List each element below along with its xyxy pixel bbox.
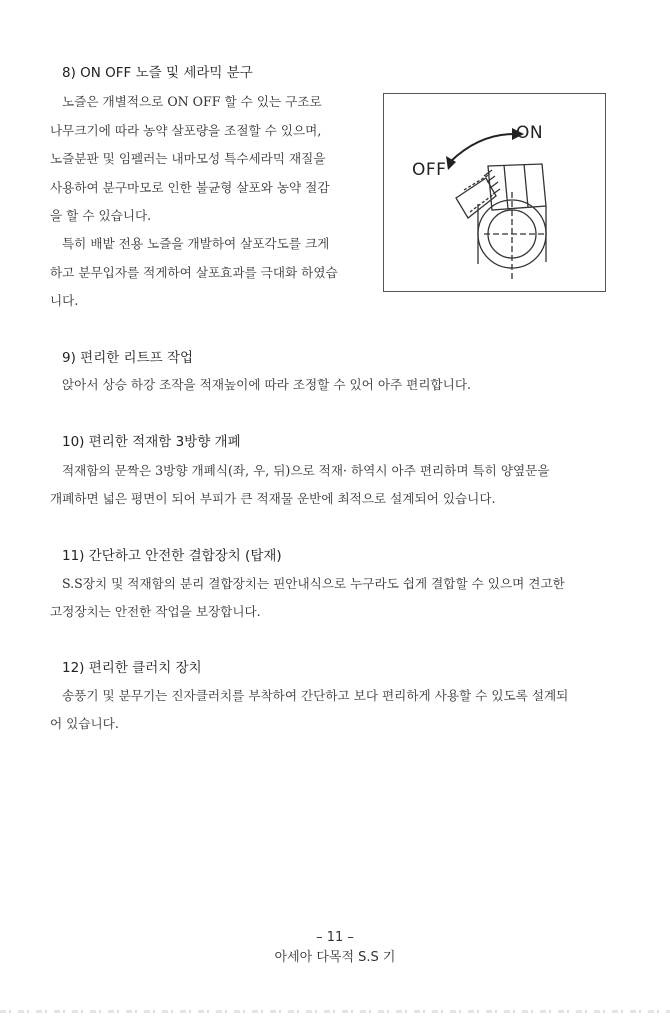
section-8-line-5: 을 할 수 있습니다. [50,208,152,223]
nozzle-figure [383,93,606,292]
section-8-line-2: 나무크기에 따라 농약 살포량을 조절할 수 있으며, [50,123,322,138]
page-number: – 11 – [316,930,354,945]
section-9-heading: 9) 편리한 리트프 작업 [62,350,194,366]
section-8-line-8: 니다. [50,293,79,308]
section-8-line-6: 특히 배밭 전용 노즐을 개발하여 살포각도를 크게 [62,236,330,251]
section-8-line-7: 하고 분무입자를 적게하여 살포효과를 극대화 하였습 [50,265,338,280]
section-8-heading: 8) ON OFF 노즐 및 세라믹 분구 [62,65,253,81]
on-label: ON [516,123,544,143]
scan-artifact-divider [0,1010,670,1013]
section-10-line-1: 적재함의 문짝은 3방향 개폐식(좌, 우, 뒤)으로 적재· 하역시 아주 편리하며 특히 양옆문을 [62,463,550,478]
section-11-line-1: S.S장치 및 적재함의 분리 결합장치는 핀안내식으로 누구라도 쉽게 결합할 수 있으며 견고한 [62,576,565,591]
section-8-line-3: 노즐분판 및 임펠러는 내마모성 특수세라믹 재질을 [50,151,326,166]
section-8-line-4: 사용하여 분구마모로 인한 불균형 살포와 농약 절감 [50,180,330,195]
off-label: OFF [412,160,447,180]
section-12-line-1: 송풍기 및 분무기는 진자클러치를 부착하여 간단하고 보다 편리하게 사용할 수 있도록 설계되 [62,688,569,703]
section-10-line-2: 개폐하면 넓은 평면이 되어 부피가 큰 적재물 운반에 최적으로 설계되어 있습니다. [50,491,496,506]
nozzle-diagram [384,94,607,293]
section-9-line-1: 앉아서 상승 하강 조작을 적재높이에 따라 조정할 수 있어 아주 편리합니다. [62,377,472,392]
section-12-line-2: 어 있습니다. [50,716,119,731]
section-12-heading: 12) 편리한 클러치 장치 [62,660,202,676]
section-11-line-2: 고정장치는 안전한 작업을 보장합니다. [50,604,261,619]
section-10-heading: 10) 편리한 적재함 3방향 개폐 [62,434,241,450]
section-8-line-1: 노즐은 개별적으로 ON OFF 할 수 있는 구조로 [62,94,322,109]
section-11-heading: 11) 간단하고 안전한 결합장치 (탑재) [62,548,282,564]
footer-title: 아세아 다목적 S.S 기 [274,950,396,965]
